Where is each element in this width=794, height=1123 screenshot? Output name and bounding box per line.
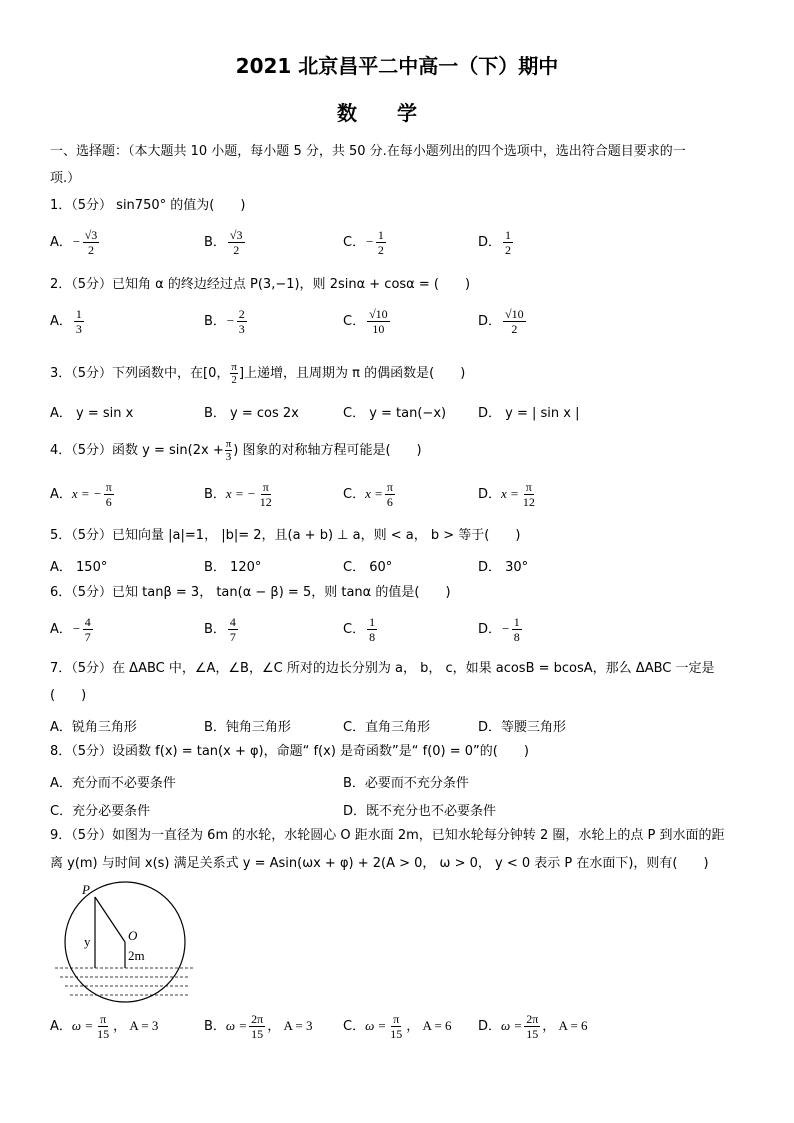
option-letter: D． [478,235,502,250]
q5-option-d[interactable]: D． 30° [478,560,529,575]
q8-option-a[interactable]: A．充分而不必要条件 [50,776,176,791]
fraction-denominator: 2 [87,243,94,257]
q1-option-b[interactable] [204,228,247,257]
option-fraction [95,1012,111,1041]
option-tail: ， A = 6 [406,1018,452,1033]
option-fraction [367,615,377,644]
q3-frac-den: 2 [231,374,237,386]
fraction-denominator: 15 [97,1027,110,1041]
q2-option-a[interactable] [50,307,86,336]
option-fraction [367,307,390,336]
option-fraction [228,615,238,644]
option-prefix: − [71,234,81,249]
fraction-numerator: π [262,480,269,494]
option-fraction [104,480,114,509]
q4-stem-fraction [225,438,233,463]
q1-stem: 1．（5分） sin750° 的值为( ) [50,198,246,213]
q6-option-d[interactable] [478,615,524,644]
fraction-numerator: 1 [513,615,520,629]
option-letter: A． [50,1019,72,1034]
fraction-numerator: √10 [369,307,388,321]
q4-stem-post: ) 图象的对称轴方程可能是( ) [233,443,422,458]
fraction-numerator: π [525,480,532,494]
page-title: 2021 北京昌平二中高一（下）期中 [235,54,559,78]
q4-option-b[interactable] [204,480,276,509]
q3-option-c[interactable]: C． y = tan(−x) [343,406,447,421]
fraction-numerator: 2 [238,307,245,321]
q2-option-d[interactable] [478,307,528,336]
fraction-numerator: √10 [505,307,524,321]
q9-stem-line1: 9．（5分）如图为一直径为 6m 的水轮，水轮圆心 O 距水面 2m，已知水轮每分钟转 2 圈，水轮上的点 P 到水面的距 [50,828,725,843]
option-prefix: ω = [71,1018,94,1033]
option-fraction [83,615,93,644]
fraction-denominator: 6 [105,495,112,509]
option-letter: A． [50,487,72,502]
q4-stem [50,438,422,463]
q9-stem-line2: 离 y(m) 与时间 x(s) 满足关系式 y = Asin(ωx + φ) + 2(A > 0， ω > 0， y < 0 表示 P 在水面下)，则有( ) [50,856,709,871]
q3-stem-fraction [230,361,238,386]
option-fraction [376,228,386,257]
fraction-denominator: 7 [84,630,91,644]
label-p: P [82,882,90,897]
q3-option-a[interactable]: A． y = sin x [50,406,134,421]
fraction-denominator: 15 [526,1027,539,1041]
option-letter: D． [478,314,502,329]
q2-option-c[interactable] [343,307,392,336]
fraction-numerator: π [105,480,112,494]
q8-stem: 8．（5分）设函数 f(x) = tan(x + φ)，命题“ f(x) 是奇函数”是“ f(0) = 0”的( ) [50,744,529,759]
fraction-denominator: 12 [259,495,272,509]
option-fraction [512,615,522,644]
option-tail: ， A = 3 [267,1018,313,1033]
option-prefix: x = [365,486,383,501]
q5-option-b[interactable]: B． 120° [204,560,262,575]
label-y: y [84,934,91,949]
q9-option-c[interactable] [343,1012,452,1041]
fraction-denominator: 2 [505,243,512,257]
label-o: O [128,928,138,943]
option-prefix: − [225,313,235,328]
q7-option-d[interactable]: D．等腰三角形 [478,720,567,735]
q3-option-d[interactable]: D． y = | sin x | [478,406,580,421]
option-fraction [521,480,537,509]
q9-option-b[interactable] [204,1012,312,1041]
option-letter: C． [343,235,366,250]
q6-option-c[interactable] [343,615,379,644]
option-prefix: − [71,621,81,636]
q3-stem-post: ]上递增，且周期为 π 的偶函数是( ) [238,366,466,381]
option-letter: C． [343,622,366,637]
fraction-numerator: 4 [229,615,236,629]
q8-option-b[interactable]: B．必要而不充分条件 [343,776,469,791]
option-letter: B． [204,314,226,329]
q7-stem-line2: ( ) [50,688,87,703]
q2-option-b[interactable] [204,307,249,336]
fraction-numerator: 4 [84,615,91,629]
q1-option-a[interactable] [50,228,101,257]
q4-frac-den: 3 [225,451,232,463]
fraction-numerator: 1 [75,307,82,321]
option-letter: A． [50,235,72,250]
q4-frac-num: π [225,438,232,450]
fraction-denominator: 8 [513,630,520,644]
q4-option-c[interactable] [343,480,397,509]
option-letter: C． [343,1019,366,1034]
q3-stem-pre: 3．（5分）下列函数中，在[0， [50,366,230,381]
q1-option-c[interactable] [343,228,388,257]
fraction-denominator: 3 [238,322,245,336]
q5-option-a[interactable]: A． 150° [50,560,108,575]
q4-stem-pre: 4．（5分）函数 y = sin(2x + [50,443,224,458]
q1-option-d[interactable] [478,228,515,257]
option-prefix: x = − [71,486,102,501]
fraction-denominator: 8 [369,630,376,644]
water-wheel-figure [50,880,200,1005]
option-letter: A． [50,622,72,637]
q3-frac-num: π [231,361,237,373]
option-prefix: − [501,621,510,636]
option-fraction [228,228,245,257]
q7-stem-line1: 7．（5分）在 ΔABC 中，∠A，∠B，∠C 所对的边长分别为 a， b， c，如果 acosB = bcosA，那么 ΔABC 一定是 [50,661,715,676]
fraction-denominator: 12 [522,495,535,509]
q6-stem: 6．（5分）已知 tanβ = 3， tan(α − β) = 5，则 tanα 的值是( ) [50,585,451,600]
q6-option-a[interactable] [50,615,95,644]
fraction-denominator: 7 [229,630,236,644]
fraction-denominator: 10 [372,322,385,336]
option-fraction [524,1012,540,1041]
option-fraction [385,480,395,509]
option-letter: D． [478,1019,502,1034]
option-fraction [83,228,100,257]
subject-title: 数学 [337,101,457,125]
fraction-denominator: 2 [233,243,240,257]
fraction-numerator: π [393,1012,400,1026]
fraction-denominator: 15 [390,1027,403,1041]
q9-option-a[interactable] [50,1012,158,1041]
option-fraction [503,228,513,257]
radius-line [95,897,125,942]
option-letter: D． [478,487,502,502]
option-letter: B． [204,622,226,637]
q7-option-a[interactable]: A．锐角三角形 [50,720,137,735]
option-letter: A． [50,314,72,329]
option-fraction [237,307,247,336]
option-fraction [388,1012,404,1041]
option-prefix: ω = [501,1018,523,1033]
q8-option-d[interactable]: D．既不充分也不必要条件 [343,804,497,819]
q3-option-b[interactable]: B． y = cos 2x [204,406,299,421]
option-fraction [74,307,84,336]
option-letter: C． [343,487,366,502]
fraction-denominator: 6 [386,495,393,509]
fraction-numerator: 1 [377,228,384,242]
option-fraction [503,307,526,336]
option-fraction [249,1012,265,1041]
fraction-numerator: √3 [229,228,243,242]
fraction-numerator: π [100,1012,107,1026]
option-tail: ， A = 6 [542,1018,588,1033]
section-intro-line1: 一、选择题：（本大题共 10 小题，每小题 5 分，共 50 分.在每小题列出的四个选项中，选出符合题目要求的一 [50,144,686,159]
q3-stem [50,361,465,386]
section-intro-line2: 项.） [50,171,81,186]
fraction-numerator: √3 [84,228,98,242]
option-letter: D． [478,622,502,637]
fraction-numerator: 1 [505,228,512,242]
q6-option-b[interactable] [204,615,240,644]
q5-stem: 5．（5分）已知向量 |a|=1， |b|= 2，且(a + b) ⊥ a，则 < a， b > 等于( ) [50,528,521,543]
option-letter: C． [343,314,366,329]
option-letter: B． [204,235,226,250]
q4-option-a[interactable] [50,480,116,509]
fraction-numerator: π [386,480,393,494]
q7-option-b[interactable]: B．钝角三角形 [204,720,291,735]
q2-stem: 2．（5分）已知角 α 的终边经过点 P(3,−1)，则 2sinα + cosα = ( ) [50,277,471,292]
option-prefix: ω = [225,1018,248,1033]
q9-option-d[interactable] [478,1012,588,1041]
fraction-denominator: 3 [75,322,82,336]
option-prefix: ω = [365,1018,387,1033]
option-letter: B． [204,1019,226,1034]
option-tail: ， A = 3 [113,1018,159,1033]
q5-option-c[interactable]: C． 60° [343,560,393,575]
option-fraction [258,480,274,509]
fraction-denominator: 2 [511,322,518,336]
fraction-denominator: 2 [377,243,384,257]
option-prefix: x = − [225,486,256,501]
fraction-numerator: 1 [369,615,376,629]
fraction-denominator: 15 [251,1027,264,1041]
option-prefix: x = [501,486,519,501]
q4-option-d[interactable] [478,480,539,509]
option-prefix: − [365,234,374,249]
fraction-numerator: 2π [526,1012,539,1026]
q8-option-c[interactable]: C．充分必要条件 [50,804,151,819]
option-letter: B． [204,487,226,502]
label-2m: 2m [128,948,145,963]
q7-option-c[interactable]: C．直角三角形 [343,720,431,735]
fraction-numerator: 2π [251,1012,264,1026]
